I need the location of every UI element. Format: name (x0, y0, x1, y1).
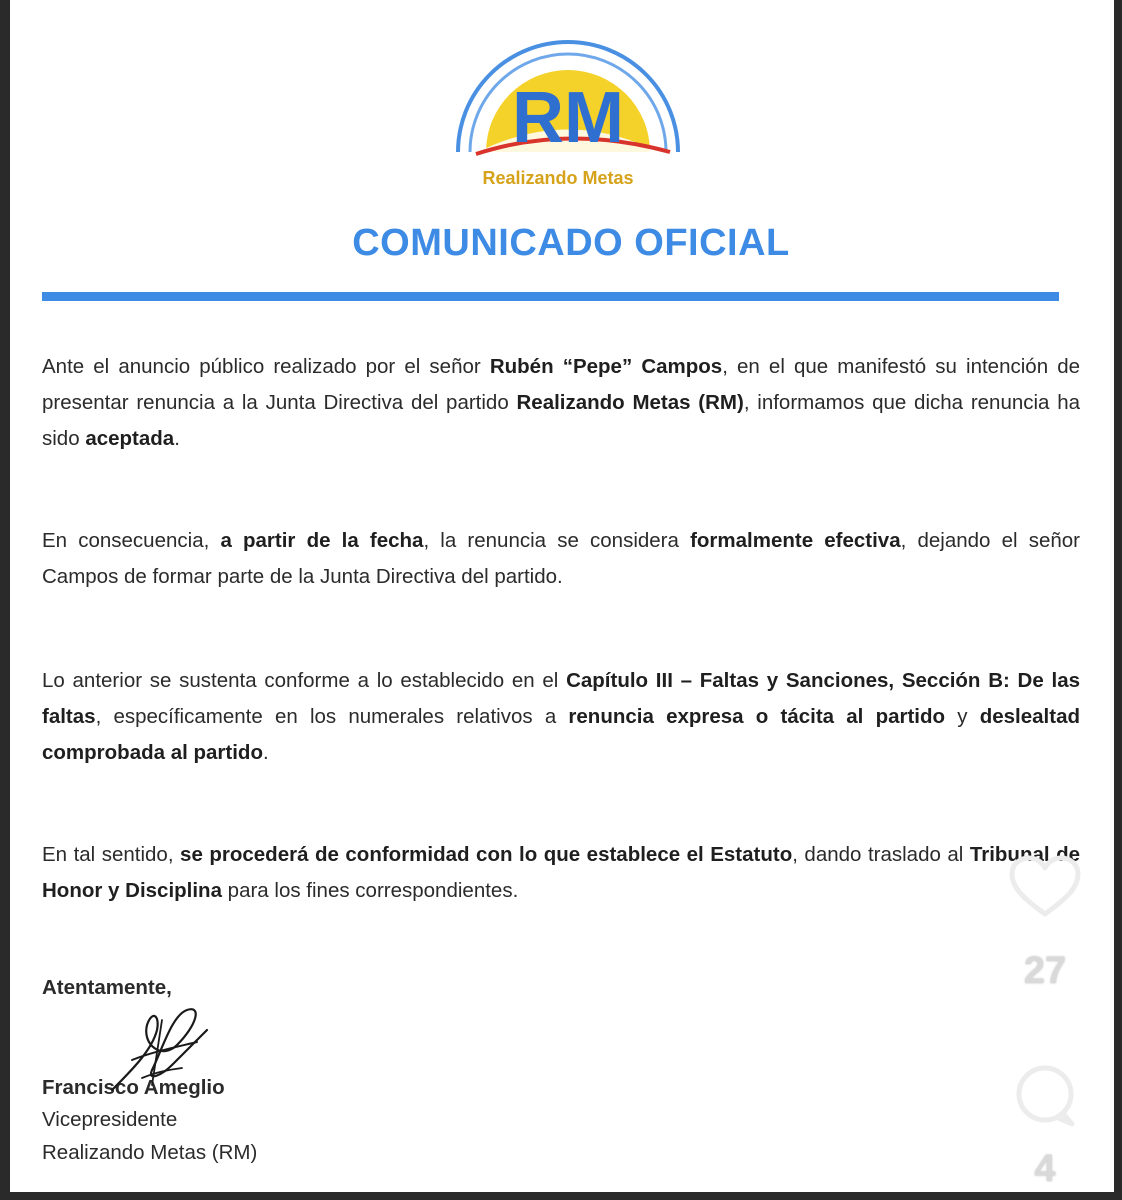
logo-tagline: Realizando Metas (482, 168, 634, 188)
bold-text-run: Realizando Metas (RM) (516, 391, 744, 414)
text-run: , informamos que dicha renuncia ha sido (42, 391, 1080, 450)
document-title: COMUNICADO OFICIAL (352, 222, 790, 264)
comment-bubble-icon[interactable] (1000, 1060, 1090, 1130)
paragraph-4 (42, 837, 1080, 909)
bold-text-run: deslealtad comprobada al partido (42, 705, 1080, 764)
document-page (10, 0, 1114, 1192)
closing-text: Atentamente, (42, 976, 172, 999)
bold-text-run: renuncia expresa o tácita al partido (568, 705, 946, 728)
text-run: , la renuncia se considera (423, 529, 691, 552)
bold-text-run: a partir de la fecha (220, 529, 424, 552)
text-run: En consecuencia, (42, 529, 221, 552)
text-run: , dando traslado al (792, 843, 970, 866)
text-run: Lo anterior se sustenta conforme a lo establecido en el (42, 669, 567, 692)
bold-text-run: aceptada (85, 427, 175, 450)
text-run: , en el que manifestó su intención de presentar renuncia a la Junta Directiva del partido (42, 355, 1081, 414)
signer-role: Vicepresidente (42, 1108, 178, 1131)
paragraph-1 (42, 349, 1080, 457)
bold-text-run: Capítulo III – Faltas y Sanciones, Sección B: De las faltas (42, 669, 1080, 728)
text-run: para los fines correspondientes. (221, 879, 519, 902)
text-run: . (262, 741, 269, 764)
like-count: 27 (1023, 950, 1067, 992)
text-run: y (945, 705, 980, 728)
comment-count: 4 (1034, 1148, 1056, 1190)
bold-text-run: Tribunal de Honor y Disciplina (42, 843, 1080, 902)
text-run: , específicamente en los numerales relativos a (95, 705, 569, 728)
title-divider (42, 292, 1059, 301)
bold-text-run: Rubén “Pepe” Campos (489, 355, 723, 378)
signer-organization: Realizando Metas (RM) (42, 1141, 258, 1164)
text-run: . (174, 427, 180, 450)
text-run: Ante el anuncio público realizado por el señor (42, 355, 490, 378)
signer-name: Francisco Ameglio (42, 1076, 225, 1099)
bold-text-run: formalmente efectiva (690, 529, 901, 552)
text-run: En tal sentido, (42, 843, 181, 866)
handwritten-signature-icon (102, 990, 222, 1105)
paragraph-3 (42, 663, 1080, 771)
text-run: , dejando el señor Campos de formar parte de la Junta Directiva del partido. (42, 529, 1080, 588)
heart-icon[interactable] (1000, 852, 1090, 922)
paragraph-2 (42, 523, 1080, 595)
logo-monogram: RM (512, 78, 624, 158)
bold-text-run: se procederá de conformidad con lo que establece el Estatuto (180, 843, 793, 866)
